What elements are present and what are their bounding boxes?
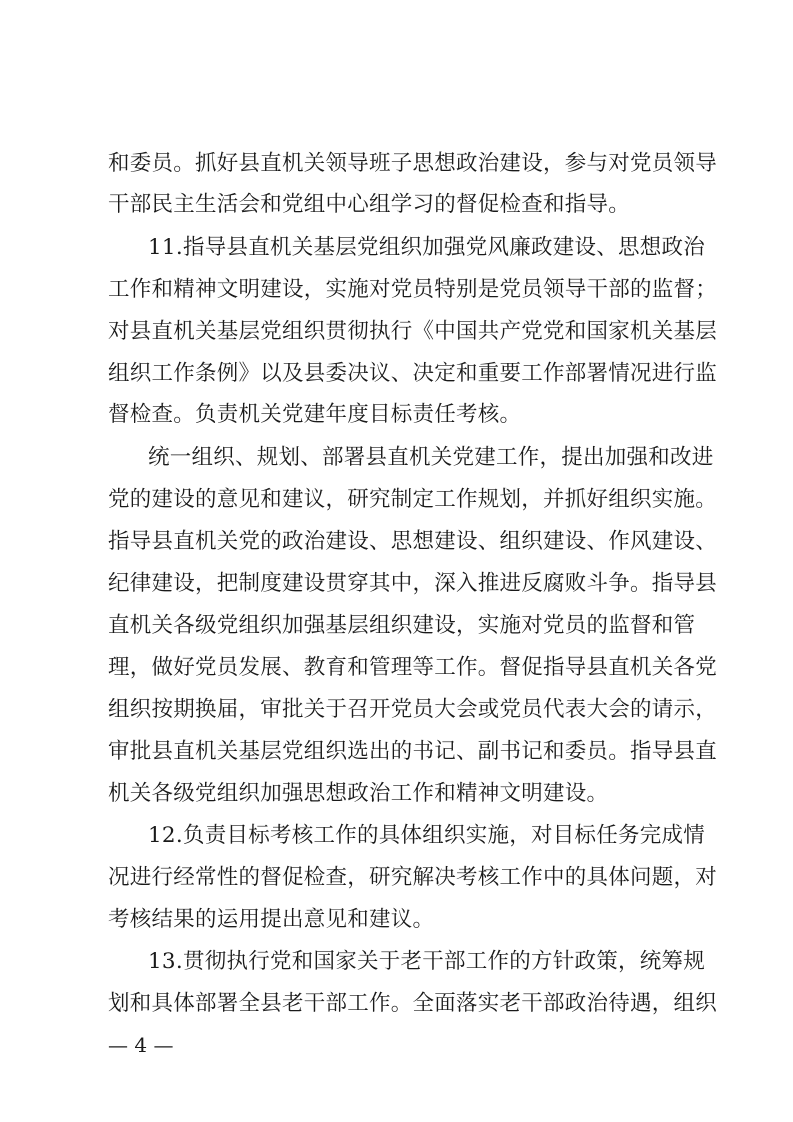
page-number: — 4 —	[108, 1033, 174, 1057]
text-line: 直机关各级党组织加强基层组织建设，实施对党员的监督和管	[108, 613, 696, 638]
text-line: 纪律建设，把制度建设贯穿其中，深入推进反腐败斗争。指导县	[108, 571, 718, 596]
text-line: 考核结果的运用提出意见和建议。	[108, 907, 435, 932]
text-line: 党的建设的意见和建议，研究制定工作规划，并抓好组织实施。	[108, 487, 718, 512]
text-line: 对县直机关基层党组织贯彻执行《中国共产党党和国家机关基层	[108, 319, 718, 344]
paragraph-12-start: 12.负责目标考核工作的具体组织实施，对目标任务完成情	[148, 823, 705, 848]
text-line: 况进行经常性的督促检查，研究解决考核工作中的具体问题，对	[108, 865, 718, 890]
text-line: 机关各级党组织加强思想政治工作和精神文明建设。	[108, 781, 609, 806]
text-line: 理，做好党员发展、教育和管理等工作。督促指导县直机关各党	[108, 655, 718, 680]
paragraph-13-start: 13.贯彻执行党和国家关于老干部工作的方针政策，统筹规	[148, 949, 705, 974]
text-line: 干部民主生活会和党组中心组学习的督促检查和指导。	[108, 192, 631, 217]
paragraph-11-start: 11.指导县直机关基层党组织加强党风廉政建设、思想政治	[148, 235, 705, 260]
text-line: 组织按期换届，审批关于召开党员大会或党员代表大会的请示，	[108, 697, 718, 722]
text-line: 审批县直机关基层党组织选出的书记、副书记和委员。指导县直	[108, 739, 718, 764]
text-line: 组织工作条例》以及县委决议、决定和重要工作部署情况进行监	[108, 361, 718, 386]
text-line: 和委员。抓好县直机关领导班子思想政治建设，参与对党员领导	[108, 151, 718, 176]
text-line: 划和具体部署全县老干部工作。全面落实老干部政治待遇，组织	[108, 991, 718, 1016]
paragraph-start: 统一组织、规划、部署县直机关党建工作，提出加强和改进	[148, 445, 714, 470]
text-line: 督检查。负责机关党建年度目标责任考核。	[108, 402, 522, 427]
text-line: 工作和精神文明建设，实施对党员特别是党员领导干部的监督；	[108, 277, 718, 302]
text-line: 指导县直机关党的政治建设、思想建设、组织建设、作风建设、	[108, 529, 718, 554]
